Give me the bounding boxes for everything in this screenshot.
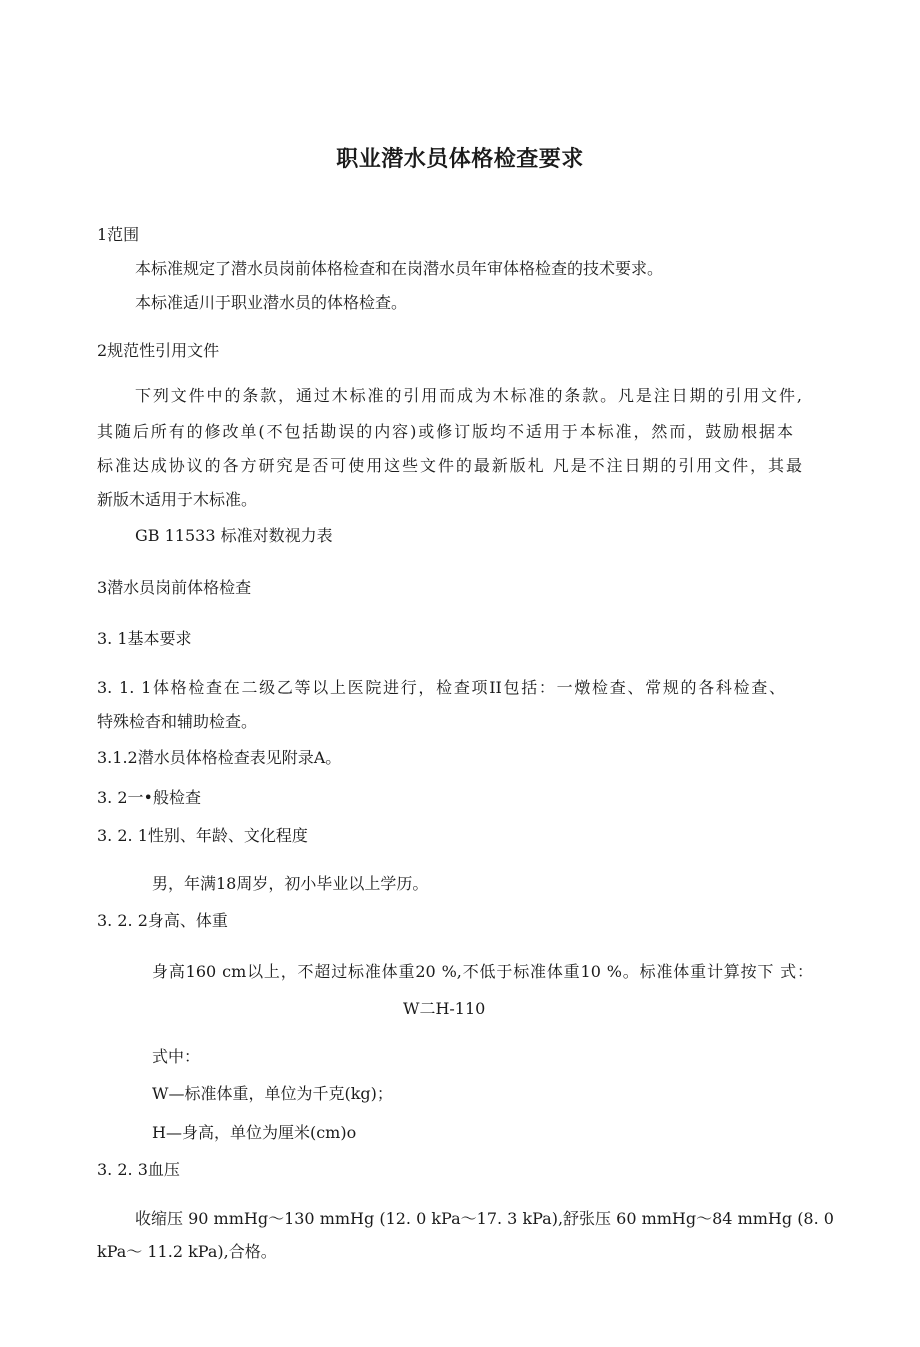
clause-3-1-1-line: 特殊检杳和辅助检查。 bbox=[97, 712, 258, 731]
clause-3-2-2-text: 身高160 cm以上，不超过标准体重20 %,不低于标准体重10 %。标准体重计算按下 式： bbox=[152, 962, 813, 981]
clause-3-2-3-line: kPa～ 11.2 kPa),合格。 bbox=[97, 1242, 277, 1261]
clause-3-2-heading: 3. 2一•般检查 bbox=[97, 788, 201, 807]
section-2-paragraph-line: 标准达成协议的各方研究是否可使用这些文件的最新版札 凡是不注日期的引用文件，其最 bbox=[97, 456, 802, 475]
clause-3-2-3-heading: 3. 2. 3血压 bbox=[97, 1160, 180, 1179]
section-1-heading: 1范围 bbox=[97, 225, 140, 244]
formula-variable-h: H—身高，单位为厘米(cm)o bbox=[152, 1123, 357, 1142]
clause-3-1-1-line: 3. 1. 1体格检查在二级乙等以上医院进行，检查项II包括：一燉检查、常规的各科检查、 bbox=[97, 678, 785, 697]
section-2-paragraph-line: 下列文件中的条款，通过木标准的引用而成为木标准的条款。凡是注日期的引用文件, bbox=[135, 386, 802, 405]
section-1-paragraph-2: 本标准适川于职业潜水员的体格检查。 bbox=[135, 293, 408, 312]
clause-3-2-1-heading: 3. 2. 1性别、年龄、文化程度 bbox=[97, 826, 308, 845]
section-2-paragraph-line: 其随后所有的修改单(不包括勘误的内容)或修订版均不适用于本标准，然而，鼓励根据本 bbox=[97, 422, 793, 441]
clause-3-2-3-line: 收缩压 90 mmHg～130 mmHg (12. 0 kPa～17. 3 kPa),舒张压 60 mmHg～84 mmHg (8. 0 bbox=[135, 1209, 834, 1228]
normative-reference: GB 11533 标准对数视力表 bbox=[135, 526, 333, 545]
clause-3-1-heading: 3. 1基本要求 bbox=[97, 629, 192, 648]
section-3-heading: 3潜水员岗前体格检查 bbox=[97, 578, 252, 597]
section-2-paragraph-line: 新版木适用于木标准。 bbox=[97, 490, 258, 509]
clause-3-1-2: 3.1.2潜水员体格检查表见附录A。 bbox=[97, 748, 342, 767]
formula-variable-w: W—标准体重，单位为千克(kg)； bbox=[152, 1084, 393, 1103]
section-1-paragraph-1: 本标准规定了潜水员岗前体格检查和在岗潜水员年审体格检查的技术要求。 bbox=[135, 259, 664, 278]
clause-3-2-2-heading: 3. 2. 2身高、体重 bbox=[97, 911, 228, 930]
formula: W二H-110 bbox=[403, 999, 486, 1018]
section-2-heading: 2规范性引用文件 bbox=[97, 341, 220, 360]
document-title: 职业潜水员体格检查要求 bbox=[336, 147, 584, 172]
formula-where-label: 式中： bbox=[152, 1047, 201, 1066]
clause-3-2-1-text: 男，年满18周岁，初小毕业以上学历。 bbox=[152, 874, 429, 893]
